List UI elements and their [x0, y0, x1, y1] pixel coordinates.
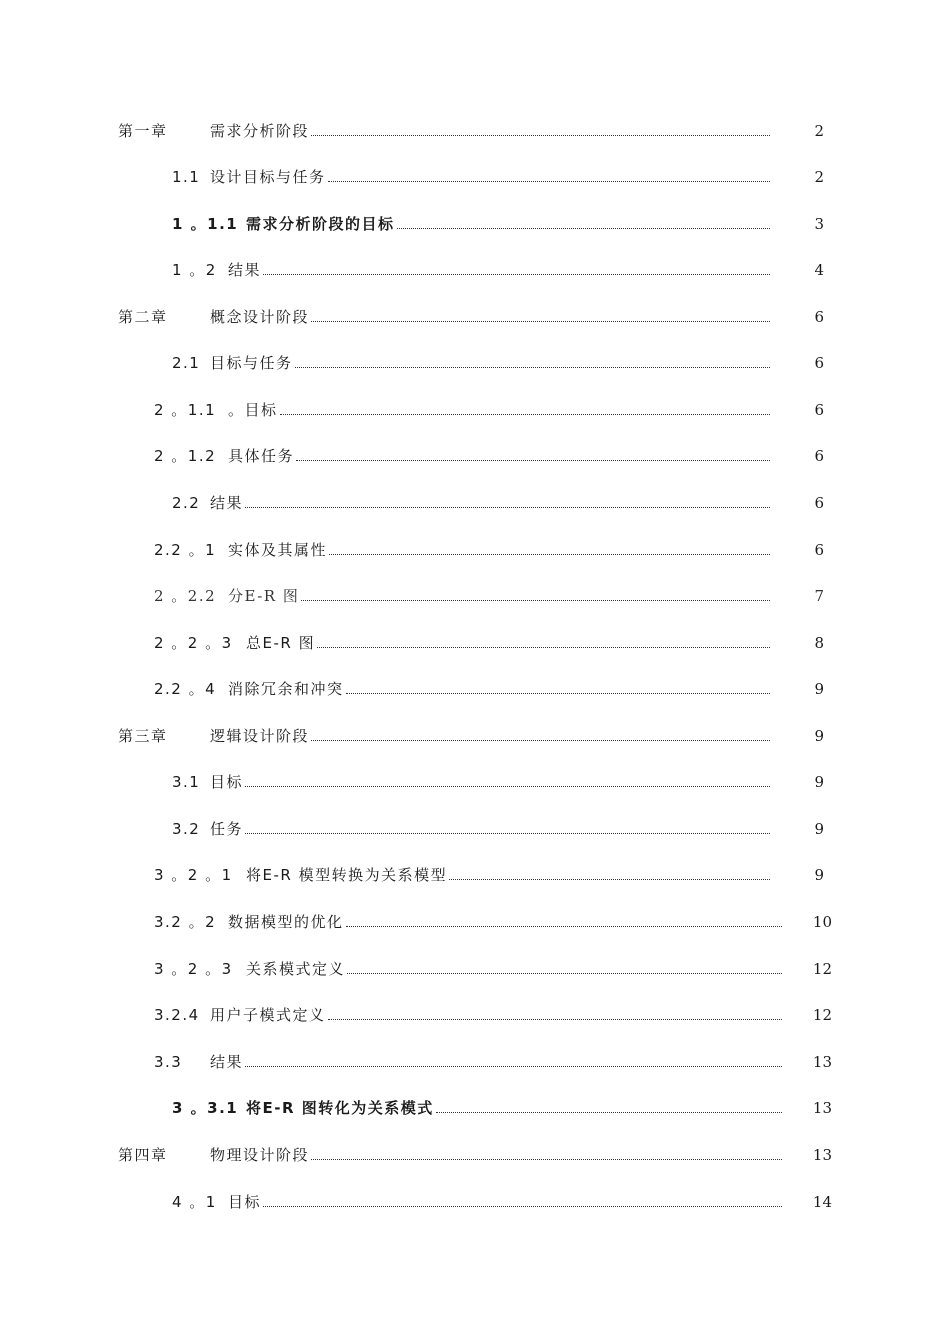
toc-title: 将E-R 图转化为关系模式 — [246, 1099, 434, 1117]
toc-page: 9 — [814, 727, 824, 745]
toc-title: 具体任务 — [228, 447, 295, 465]
toc-number: 2.2 — [172, 494, 201, 512]
toc-page: 9 — [814, 866, 824, 884]
toc-entry[interactable] — [154, 535, 832, 559]
toc-leader — [329, 553, 770, 555]
toc-entry[interactable] — [172, 814, 832, 838]
toc-page: 9 — [814, 820, 824, 838]
toc-title: 消除冗余和冲突 — [228, 680, 344, 698]
toc-title: 将E-R 模型转换为关系模型 — [246, 866, 448, 884]
toc-title: 逻辑设计阶段 — [210, 727, 310, 745]
toc-page: 6 — [814, 447, 824, 465]
toc-page: 2 — [814, 122, 824, 140]
toc-entry[interactable] — [154, 441, 832, 465]
toc-title: 概念设计阶段 — [210, 308, 310, 326]
toc-number: 2 。2 。3 — [154, 634, 233, 652]
toc-entry[interactable] — [154, 581, 832, 605]
toc-leader — [449, 878, 770, 880]
toc-number: 2.1 — [172, 354, 201, 372]
toc-entry[interactable] — [154, 1047, 832, 1071]
toc-leader — [245, 506, 770, 508]
toc-leader — [347, 972, 782, 974]
toc-title: 任务 — [210, 820, 244, 838]
toc-leader — [397, 227, 770, 229]
toc-entry[interactable] — [118, 116, 832, 140]
toc-title: 分E-R 图 — [228, 587, 300, 605]
toc-number: 1 。2 — [172, 261, 217, 279]
toc-page: 14 — [812, 1193, 832, 1211]
toc-leader — [328, 180, 770, 182]
toc-page: 12 — [812, 960, 832, 978]
toc-page: 6 — [814, 541, 824, 559]
toc-page: 12 — [812, 1006, 832, 1024]
toc-number: 4 。1 — [172, 1193, 217, 1211]
toc-leader — [317, 646, 770, 648]
toc-page: 2 — [814, 168, 824, 186]
toc-entry[interactable] — [172, 488, 832, 512]
toc-number: 3.2 。2 — [154, 913, 217, 931]
toc-entry[interactable] — [118, 302, 832, 326]
toc-page: 8 — [814, 634, 824, 652]
toc-title: 物理设计阶段 — [210, 1146, 310, 1164]
toc-title: 用户子模式定义 — [210, 1006, 326, 1024]
toc-number: 3.2.4 — [154, 1006, 200, 1024]
toc-entry[interactable] — [172, 1093, 832, 1117]
toc-number: 第一章 — [118, 122, 168, 140]
toc-number: 第四章 — [118, 1146, 168, 1164]
toc-entry[interactable] — [172, 209, 832, 233]
toc-leader — [346, 692, 770, 694]
toc-leader — [311, 320, 770, 322]
toc-entry[interactable] — [118, 1140, 832, 1164]
toc-leader — [436, 1111, 782, 1113]
toc-leader — [245, 785, 770, 787]
toc-title: 目标与任务 — [210, 354, 293, 372]
toc-leader — [311, 739, 770, 741]
toc-entry[interactable] — [154, 907, 832, 931]
toc-number: 3 。2 。1 — [154, 866, 233, 884]
toc-page: 13 — [812, 1146, 832, 1164]
toc-entry[interactable] — [154, 395, 832, 419]
toc-leader — [263, 273, 770, 275]
toc-leader — [295, 366, 770, 368]
toc-page: 6 — [814, 308, 824, 326]
toc-entry[interactable] — [154, 860, 832, 884]
toc-leader — [296, 459, 770, 461]
toc-number: 2 。2.2 — [154, 587, 217, 605]
toc-number: 2.2 。4 — [154, 680, 217, 698]
toc-entry[interactable] — [154, 1000, 832, 1024]
toc-title: 关系模式定义 — [246, 960, 346, 978]
toc-number: 3.1 — [172, 773, 201, 791]
toc-entry[interactable] — [154, 628, 832, 652]
toc-entry[interactable] — [172, 162, 832, 186]
toc-title: 实体及其属性 — [228, 541, 328, 559]
toc-page: 13 — [812, 1053, 832, 1071]
toc-number: 2 。1.2 — [154, 447, 217, 465]
toc-number: 1.1 — [172, 168, 201, 186]
toc-leader — [311, 134, 770, 136]
toc-entry[interactable] — [154, 674, 832, 698]
toc-page: 6 — [814, 354, 824, 372]
toc-title: 需求分析阶段 — [210, 122, 310, 140]
toc-leader — [311, 1158, 782, 1160]
toc-title: 结果 — [210, 1053, 244, 1071]
toc-title: 设计目标与任务 — [210, 168, 326, 186]
toc-page: 10 — [812, 913, 832, 931]
toc-page: 9 — [814, 680, 824, 698]
toc-leader — [245, 832, 770, 834]
toc-page: 6 — [814, 494, 824, 512]
toc-leader — [280, 413, 770, 415]
toc-number: 第三章 — [118, 727, 168, 745]
toc-entry[interactable] — [172, 767, 832, 791]
toc-title: 目标 — [210, 773, 244, 791]
toc-leader — [263, 1205, 782, 1207]
toc-title: 需求分析阶段的目标 — [246, 215, 395, 233]
toc-title: 总E-R 图 — [246, 634, 316, 652]
toc-title: 结果 — [210, 494, 244, 512]
toc-page: 6 — [814, 401, 824, 419]
toc-page: 9 — [814, 773, 824, 791]
toc-entry[interactable] — [172, 255, 832, 279]
toc-entry[interactable] — [172, 1187, 832, 1211]
toc-number: 2 。1.1 — [154, 401, 217, 419]
toc-number: 第二章 — [118, 308, 168, 326]
toc-entry[interactable] — [154, 954, 832, 978]
toc-leader — [328, 1018, 782, 1020]
toc-leader — [346, 925, 782, 927]
toc-page: 13 — [812, 1099, 832, 1117]
toc-entry[interactable] — [172, 348, 832, 372]
toc-number: 1 。1.1 — [172, 215, 239, 233]
toc-leader — [245, 1065, 782, 1067]
toc-number: 3.3 — [154, 1053, 183, 1071]
toc-title: 结果 — [228, 261, 262, 279]
toc-leader — [301, 599, 770, 601]
toc-page: 3 — [814, 215, 824, 233]
toc-number: 2.2 。1 — [154, 541, 217, 559]
toc-page: 7 — [814, 587, 824, 605]
toc-number: 3.2 — [172, 820, 201, 838]
toc-title: 目标 — [228, 1193, 262, 1211]
toc-page: 4 — [814, 261, 824, 279]
toc-title: 。目标 — [228, 401, 278, 419]
toc-number: 3 。2 。3 — [154, 960, 233, 978]
toc-title: 数据模型的优化 — [228, 913, 344, 931]
toc-entry[interactable] — [118, 721, 832, 745]
toc-number: 3 。3.1 — [172, 1099, 239, 1117]
